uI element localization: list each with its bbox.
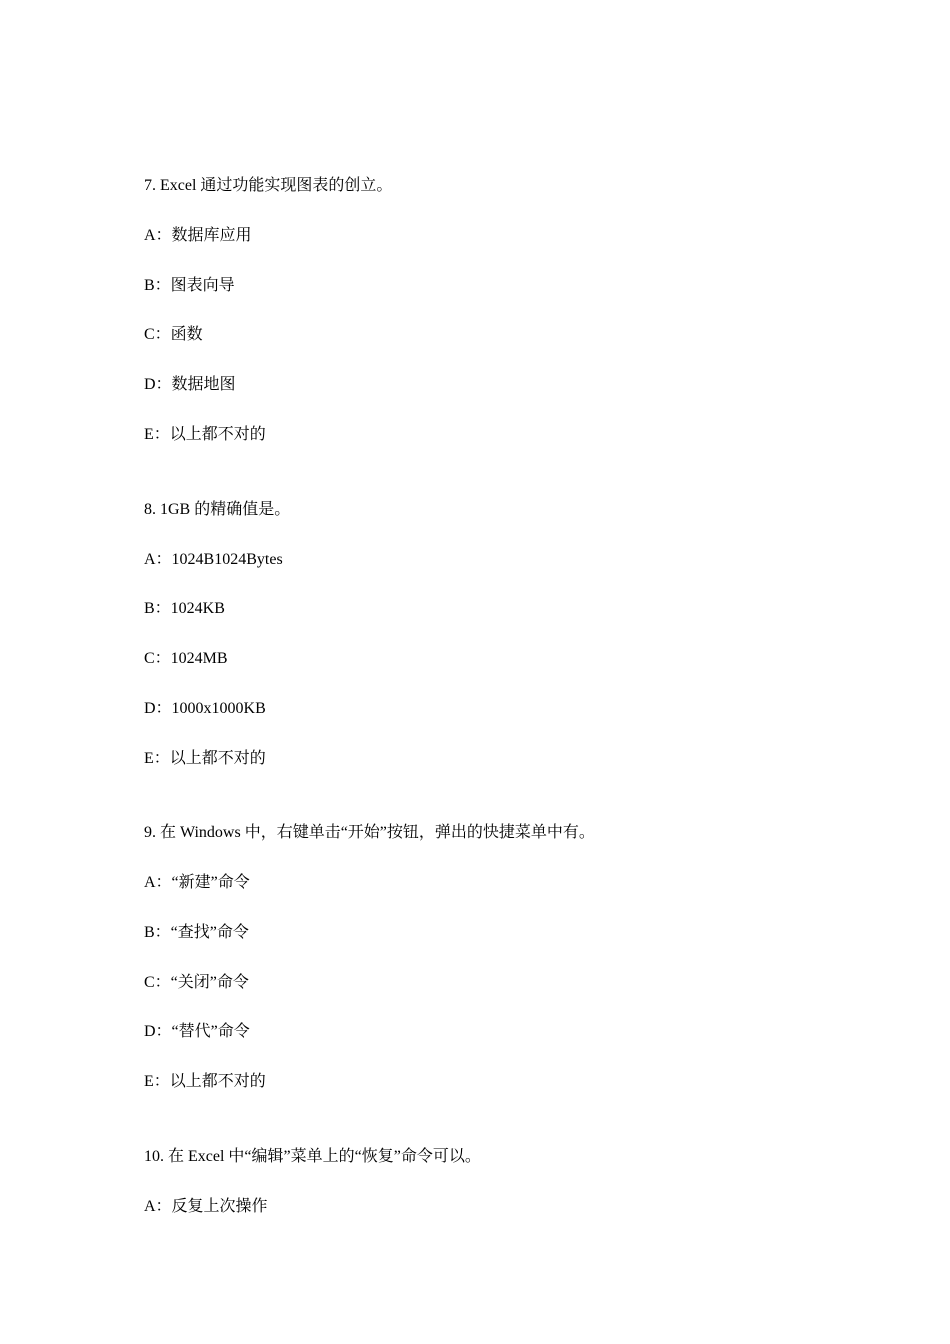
option-d: D：“替代”命令	[144, 1023, 250, 1040]
option-c: C：函数	[144, 326, 203, 343]
option-b: B：“查找”命令	[144, 924, 249, 941]
option-e: E：以上都不对的	[144, 426, 266, 443]
option-c: C：1024MB	[144, 650, 228, 667]
option-d: D：数据地图	[144, 376, 236, 393]
option-e: E：以上都不对的	[144, 750, 266, 767]
question-stem: 7. Excel 通过功能实现图表的创立。	[144, 177, 393, 194]
option-c: C：“关闭”命令	[144, 974, 249, 991]
option-a: A：数据库应用	[144, 227, 252, 244]
question-stem: 10. 在 Excel 中“编辑”菜单上的“恢复”命令可以。	[144, 1148, 481, 1165]
option-b: B：1024KB	[144, 600, 225, 617]
question-stem: 8. 1GB 的精确值是。	[144, 501, 291, 518]
option-a: A：反复上次操作	[144, 1198, 268, 1215]
option-a: A：“新建”命令	[144, 874, 250, 891]
option-d: D：1000x1000KB	[144, 700, 266, 717]
question-stem: 9. 在 Windows 中，右键单击“开始”按钮，弹出的快捷菜单中有。	[144, 824, 595, 841]
option-e: E：以上都不对的	[144, 1073, 266, 1090]
option-b: B：图表向导	[144, 277, 235, 294]
option-a: A：1024B1024Bytes	[144, 551, 283, 568]
